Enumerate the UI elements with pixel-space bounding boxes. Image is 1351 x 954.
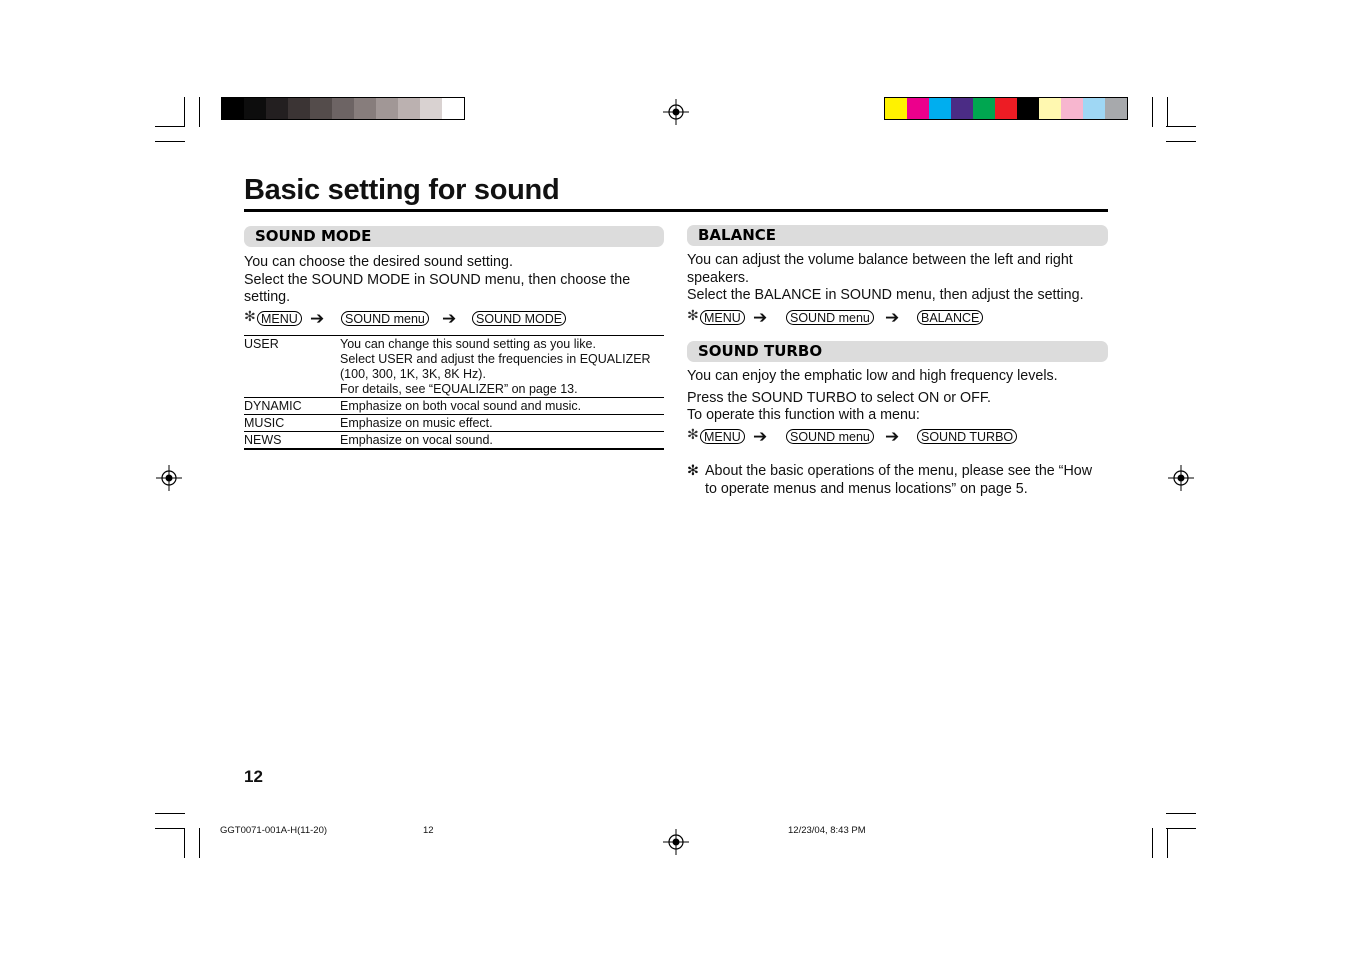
mode-description: [340, 432, 664, 450]
crop-mark: [1167, 97, 1168, 127]
page-number: 12: [244, 767, 263, 786]
crop-mark: [1167, 828, 1168, 858]
color-swatch: [244, 98, 266, 119]
section-heading-sound-turbo: SOUND TURBO: [687, 341, 1108, 362]
sound-turbo-line: Press the SOUND TURBO to select ON or OFF.: [687, 390, 992, 406]
crop-mark: [199, 97, 200, 127]
arrow-right-icon: ➔: [753, 308, 768, 327]
description-line: For details, see “EQUALIZER” on page 13.: [340, 382, 578, 396]
title-rule: [244, 209, 1108, 212]
crop-mark: [1166, 813, 1196, 814]
table-row: [244, 432, 664, 450]
description-line: Emphasize on both vocal sound and music.: [340, 399, 582, 413]
crop-mark: [155, 126, 185, 127]
description-line: Select USER and adjust the frequencies in EQUALIZER: [340, 352, 651, 366]
crop-mark: [1166, 141, 1196, 142]
intro-line: You can adjust the volume balance between the left and right: [687, 252, 1073, 268]
registration-mark-icon: [156, 465, 182, 491]
crop-mark: [1166, 828, 1196, 829]
sound-mode-key: SOUND MODE: [472, 311, 566, 326]
color-swatch: [907, 98, 929, 119]
sound-turbo-line: You can enjoy the emphatic low and high frequency levels.: [687, 368, 1058, 384]
color-swatch: [332, 98, 354, 119]
intro-line: Select the BALANCE in SOUND menu, then adjust the setting.: [687, 287, 1084, 303]
arrow-right-icon: ➔: [753, 427, 768, 446]
color-swatch: [310, 98, 332, 119]
menu-operations-note: [687, 462, 1107, 498]
mode-name: MUSIC: [244, 415, 340, 432]
arrow-right-icon: ➔: [885, 308, 900, 327]
table-row: [244, 398, 664, 415]
registration-mark-icon: [1168, 465, 1194, 491]
color-swatch: [266, 98, 288, 119]
mode-description: [340, 398, 664, 415]
footer-timestamp: 12/23/04, 8:43 PM: [788, 825, 866, 836]
asterisk-icon: ✻: [687, 463, 699, 479]
grayscale-color-bar: [221, 97, 465, 120]
sound-mode-intro: [244, 254, 664, 307]
registration-mark-icon: [663, 829, 689, 855]
sound-turbo-menu-sequence: [687, 426, 1108, 447]
color-swatch: [885, 98, 907, 119]
process-color-bar: [884, 97, 1128, 120]
arrow-right-icon: ➔: [885, 427, 900, 446]
color-swatch: [1017, 98, 1039, 119]
section-heading-sound-mode: SOUND MODE: [244, 226, 664, 247]
balance-menu-sequence: [687, 307, 1108, 328]
color-swatch: [1083, 98, 1105, 119]
note-line: to operate menus and menus locations” on page 5.: [705, 481, 1028, 497]
asterisk-icon: ✻: [687, 307, 699, 323]
color-swatch: [222, 98, 244, 119]
crop-mark: [1166, 126, 1196, 127]
sound-mode-menu-sequence: [244, 308, 664, 329]
sound-turbo-line: To operate this function with a menu:: [687, 407, 920, 423]
crop-mark: [184, 828, 185, 858]
crop-mark: [155, 141, 185, 142]
crop-mark: [155, 828, 185, 829]
crop-mark: [1152, 97, 1153, 127]
balance-key: BALANCE: [917, 310, 983, 325]
color-swatch: [1061, 98, 1083, 119]
note-line: About the basic operations of the menu, please see the “How: [705, 463, 1093, 479]
color-swatch: [951, 98, 973, 119]
registration-mark-icon: [663, 99, 689, 125]
sound-menu-key: SOUND menu: [786, 429, 874, 444]
footer-page: 12: [423, 825, 434, 836]
color-swatch: [929, 98, 951, 119]
crop-mark: [199, 828, 200, 858]
arrow-right-icon: ➔: [310, 309, 325, 328]
menu-key: MENU: [700, 310, 745, 325]
page-title: Basic setting for sound: [244, 174, 560, 206]
sound-mode-table: [244, 335, 664, 450]
crop-mark: [184, 97, 185, 127]
description-line: You can change this sound setting as you like.: [340, 337, 596, 351]
description-line: (100, 300, 1K, 3K, 8K Hz).: [340, 367, 486, 381]
color-swatch: [1105, 98, 1127, 119]
color-swatch: [995, 98, 1017, 119]
menu-key: MENU: [257, 311, 302, 326]
color-swatch: [288, 98, 310, 119]
arrow-right-icon: ➔: [442, 309, 457, 328]
color-swatch: [1039, 98, 1061, 119]
section-heading-balance: BALANCE: [687, 225, 1108, 246]
color-swatch: [420, 98, 442, 119]
intro-line: You can choose the desired sound setting.: [244, 254, 513, 270]
intro-line: Select the SOUND MODE in SOUND menu, then choose the: [244, 271, 631, 288]
mode-name: USER: [244, 337, 279, 351]
intro-line: speakers.: [687, 269, 749, 286]
sound-turbo-key: SOUND TURBO: [917, 429, 1017, 444]
sound-menu-key: SOUND menu: [341, 311, 429, 326]
color-swatch: [442, 98, 464, 119]
mode-description: [340, 415, 664, 432]
crop-mark: [155, 813, 185, 814]
crop-mark: [1152, 828, 1153, 858]
asterisk-icon: ✻: [244, 308, 256, 324]
description-line: Emphasize on music effect.: [340, 416, 493, 430]
asterisk-icon: ✻: [687, 426, 699, 442]
color-swatch: [376, 98, 398, 119]
color-swatch: [354, 98, 376, 119]
mode-description: [340, 336, 664, 398]
intro-line: setting.: [244, 289, 291, 305]
sound-menu-key: SOUND menu: [786, 310, 874, 325]
mode-name: DYNAMIC: [244, 398, 340, 415]
mode-name: NEWS: [244, 432, 340, 450]
balance-intro: [687, 252, 1108, 305]
color-swatch: [973, 98, 995, 119]
table-row: [244, 415, 664, 432]
menu-key: MENU: [700, 429, 745, 444]
footer-doc-id: GGT0071-001A-H(11-20): [220, 825, 328, 836]
table-row: [244, 336, 664, 398]
description-line: Emphasize on vocal sound.: [340, 433, 493, 447]
color-swatch: [398, 98, 420, 119]
